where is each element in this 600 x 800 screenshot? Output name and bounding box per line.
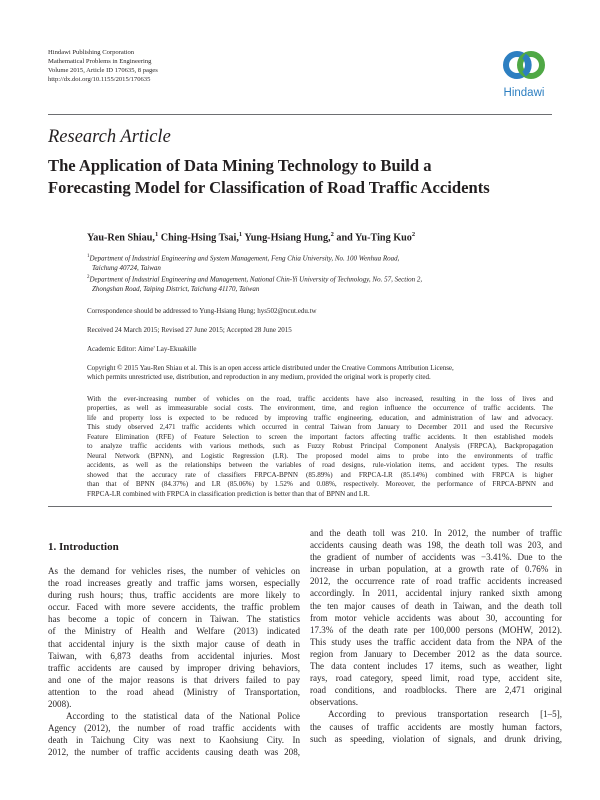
correspondence: Correspondence should be addressed to Yung-Hsiang Hung; hys502@ncut.edu.tw (87, 307, 317, 315)
body-line: has become a topic of concern in Taiwan. The statistics (48, 614, 300, 625)
body-line: rays, road category, speed limit, road type, accident site, (310, 673, 562, 684)
abstract-line: Neural Network (BPNN), and Logistic Regression (LR). The proposed model aims to probe into the environments of traffic (87, 451, 553, 460)
body-line: This study uses the traffic accident data from the NPA of the (310, 636, 562, 647)
author-affiliation-mark: 2 (330, 231, 334, 238)
body-line: attention to the road ahead (Ministry of Transportation, (48, 686, 300, 697)
doi-link[interactable]: http://dx.doi.org/10.1155/2015/170635 (48, 75, 151, 83)
copyright-line: Copyright © 2015 Yau-Ren Shiau et al. This is an open access article distributed under the Creative Commons Attribution License, (87, 364, 454, 372)
abstract-divider (48, 506, 552, 507)
affiliations (87, 252, 422, 294)
body-line: region from January to December 2012 as the data source. (310, 648, 562, 659)
author-name: and Yu-Ting Kuo (336, 232, 412, 244)
abstract-line: Feature Elimination (RFE) of Feature Selection to screen the important factors affecting traffic accidents. It then established models (87, 432, 553, 441)
affiliation-mark: 1 (87, 254, 90, 259)
body-line: 2012, the occurrence rate of road traffic accidents increased (310, 576, 562, 587)
author-name: Yung-Hsiang Hung, (244, 232, 331, 244)
hindawi-logo-text: Hindawi (503, 87, 545, 99)
abstract (87, 395, 553, 499)
body-line: accidents causing death was 198, the death toll was 203, and (310, 540, 562, 551)
body-line: As the demand for vehicles rises, the number of vehicles on (48, 566, 300, 576)
article-title (48, 155, 558, 199)
body-line: 2008). (48, 699, 72, 710)
body-line: from motor vehicle accidents was about 30, accounting for (310, 612, 562, 623)
header-divider (48, 114, 552, 115)
spacer (48, 554, 300, 565)
affiliation-1 (87, 252, 422, 264)
abstract-line: showed that the accuracy rate of classifiers FRPCA-BPNN (85.89%) and FRPCA-LR (85.14%) combined with FRPCA is higher (87, 470, 553, 479)
abstract-line: properties, as well as immeasurable social costs. The environment, time, and region influence the occurrence of traffic accidents. The (87, 404, 553, 413)
abstract-line: With the ever-increasing number of vehicles on the road, traffic accidents have also increased, resulting in the loss of lives and (87, 395, 553, 403)
abstract-line: to analyze traffic accidents with various methods, such as Fuzzy Robust Principal Component Analysis (FRPCA), Backpropagation (87, 442, 553, 451)
body-line: the road increases greatly and traffic jams worsen, especially (48, 578, 300, 589)
abstract-line: accidents, as well as the relationships between the variables of road designs, rule-violation items, and accident types. The results (87, 461, 553, 470)
body-line: the ten major causes of death in Taiwan, and the death toll (310, 600, 562, 611)
title-line: Forecasting Model for Classification of Road Traffic Accidents (48, 178, 490, 197)
affiliation-2-cont: Zhongshan Road, Taiping District, Taichung 41170, Taiwan (92, 284, 260, 293)
body-line: Taiwan, with 6,873 deaths from accidental injuries. Most (48, 650, 300, 661)
body-line: According to the statistical data of the National Police (66, 711, 300, 722)
affiliation-2 (87, 273, 422, 285)
body-line: that accidental injury is the sixth major cause of death in (48, 638, 300, 649)
volume-info: Volume 2015, Article ID 170635, 8 pages (48, 66, 158, 74)
publisher-name: Hindawi Publishing Corporation (48, 49, 135, 56)
article-type: Research Article (48, 127, 171, 147)
academic-editor: Academic Editor: Aime' Lay-Ekuakille (87, 345, 197, 353)
body-line: increase in urban population, at a growth rate of 0.76% in (310, 564, 562, 575)
author-list (87, 231, 415, 243)
affiliation-line: Department of Industrial Engineering and System Management, Feng Chia University, No. 100 Wenhua Road, (89, 254, 400, 263)
author-name: Ching-Hsing Tsai, (160, 232, 239, 244)
journal-name: Mathematical Problems in Engineering (48, 57, 152, 65)
affiliation-mark: 2 (87, 275, 90, 281)
body-line: Agency (2012), the number of road traffic accidents with (48, 723, 300, 734)
article-dates: Received 24 March 2015; Revised 27 June 2015; Accepted 28 June 2015 (87, 326, 292, 334)
body-line: occur. Faced with more severe accidents, the traffic problem (48, 602, 300, 613)
journal-metadata (48, 49, 158, 85)
body-line: 17.3% of the death rate per 100,000 persons (MOHW, 2012). (310, 624, 562, 635)
body-line: According to previous transportation research [1–5], (328, 709, 562, 720)
affiliation-1-cont: Taichung 40724, Taiwan (92, 263, 161, 272)
body-line: observations. (310, 697, 358, 708)
body-line: the causes of traffic accidents are mostly human factors, (310, 721, 562, 732)
hindawi-logo-icon (494, 44, 554, 88)
hindawi-logo (494, 44, 554, 106)
copyright-notice (87, 364, 454, 383)
author-affiliation-mark: 1 (154, 231, 159, 238)
abstract-line: life and property loss is expected to be reduced by improving traffic engineering, education, and administration of law and advocacy. (87, 413, 553, 422)
abstract-line: FRPCA-LR combined with FRPCA in classification prediction is better than that of BPNN and LR. (87, 489, 370, 498)
affiliation-line: Department of Industrial Engineering and Management, National Chin-Yi University of Technology, No. 57, Section 2, (89, 275, 423, 284)
body-line: and one of the major reasons is that drivers failed to pay (48, 674, 300, 685)
body-line: accordingly. In 2011, accidental injury ranked sixth among (310, 588, 562, 599)
body-line: death in Taichung City was next to Kaohsiung City. In (48, 735, 300, 746)
copyright-line: which permits unrestricted use, distribution, and reproduction in any medium, provided the original work is properly cited. (87, 373, 431, 382)
body-line: The data content includes 17 items, such as weather, light (310, 661, 562, 672)
body-line: such as speeding, violation of signals, and drunk driving, (310, 733, 562, 744)
section-heading: 1. Introduction (48, 541, 119, 553)
body-line: and the death toll was 210. In 2012, the number of traffic (310, 528, 562, 538)
body-line: the gradient of number of accidents was −3.41%. Due to the (310, 552, 562, 563)
abstract-line: than that of BPNN (84.37%) and LR (85.06%) by 1.52% and 0.08%, respectively. Moreover, the performance of FRPCA-BPNN and (87, 480, 553, 489)
body-line: 2012, the number of traffic accidents causing death was 208, (48, 747, 300, 758)
author-name: Yau-Ren Shiau, (87, 232, 155, 244)
author-affiliation-mark: 2 (411, 231, 416, 238)
body-line: during rush hours; thus, traffic accidents are more likely to (48, 590, 300, 601)
body-line: of the Ministry of Health and Welfare (2013) indicated (48, 626, 300, 637)
body-left-column (48, 540, 300, 759)
title-line: The Application of Data Mining Technology to Build a (48, 156, 432, 175)
body-line: traffic accidents are caused by improper driving behaviors, (48, 662, 300, 673)
body-right-column (310, 527, 562, 745)
author-affiliation-mark: 1 (238, 231, 243, 238)
abstract-line: This study observed 2,471 traffic accidents which occurred in central Taiwan from January to December 2011 and used the Recursive (87, 423, 553, 432)
body-line: road conditions, and roadblocks. There are 2,471 original (310, 685, 562, 696)
